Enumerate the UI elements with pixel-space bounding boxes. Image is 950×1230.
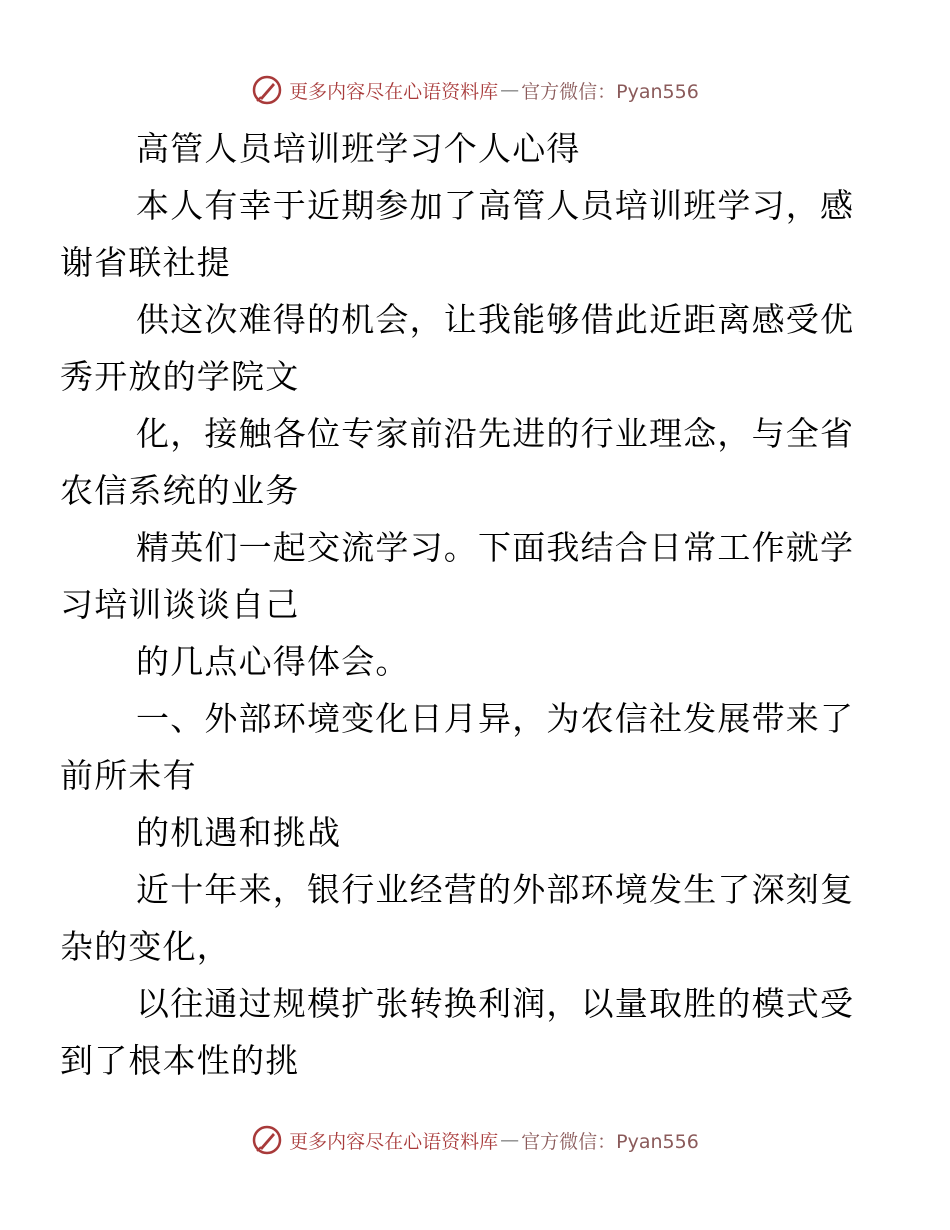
quill-logo-icon — [251, 74, 283, 106]
paragraph — [60, 861, 858, 975]
paragraph-line: 谢省联社提 — [60, 243, 231, 282]
paragraph — [60, 519, 858, 633]
paragraph — [98, 633, 858, 690]
paragraph-line: 杂的变化， — [60, 927, 231, 966]
banner-site-text: 更多内容尽在心语资料库 — [289, 80, 499, 103]
paragraph-line: 近十年来，银行业经营的外部环境发生了深刻复 — [136, 870, 855, 909]
paragraph — [60, 690, 858, 804]
banner-contact-text: 官方微信：Pyan556 — [521, 80, 699, 103]
paragraph — [60, 177, 858, 291]
banner-contact-text: 官方微信：Pyan556 — [521, 1130, 699, 1153]
paragraph — [60, 291, 858, 405]
banner-dash: — — [500, 1129, 520, 1151]
paragraph-line: 化，接触各位专家前沿先进的行业理念，与全省 — [136, 414, 855, 453]
paragraph-line: 秀开放的学院文 — [60, 357, 300, 396]
document-body — [60, 120, 858, 1089]
paragraph — [60, 975, 858, 1089]
paragraph-line: 农信系统的业务 — [60, 471, 300, 510]
paragraph-line: 的几点心得体会。 — [136, 642, 410, 681]
paragraph-line: 的机遇和挑战 — [136, 813, 342, 852]
paragraph-line: 以往通过规模扩张转换利润，以量取胜的模式受 — [136, 984, 855, 1023]
header-watermark-banner — [0, 70, 950, 110]
paragraph-line: 习培训谈谈自己 — [60, 585, 300, 624]
paragraph-line: 一、外部环境变化日月异，为农信社发展带来了 — [136, 699, 855, 738]
banner-site-text: 更多内容尽在心语资料库 — [289, 1130, 499, 1153]
paragraph — [60, 405, 858, 519]
quill-logo-icon — [251, 1124, 283, 1156]
paragraph-line: 精英们一起交流学习。下面我结合日常工作就学 — [136, 528, 855, 567]
paragraph-line: 本人有幸于近期参加了高管人员培训班学习，感 — [136, 186, 855, 225]
paragraph-line: 前所未有 — [60, 756, 197, 795]
paragraph-list — [60, 177, 858, 1089]
paragraph-line: 到了根本性的挑 — [60, 1041, 300, 1080]
banner-dash: — — [500, 79, 520, 101]
document-title — [98, 120, 858, 177]
document-title-text: 高管人员培训班学习个人心得 — [136, 129, 581, 168]
paragraph-line: 供这次难得的机会，让我能够借此近距离感受优 — [136, 300, 855, 339]
footer-watermark-banner — [0, 1120, 950, 1160]
paragraph — [98, 804, 858, 861]
